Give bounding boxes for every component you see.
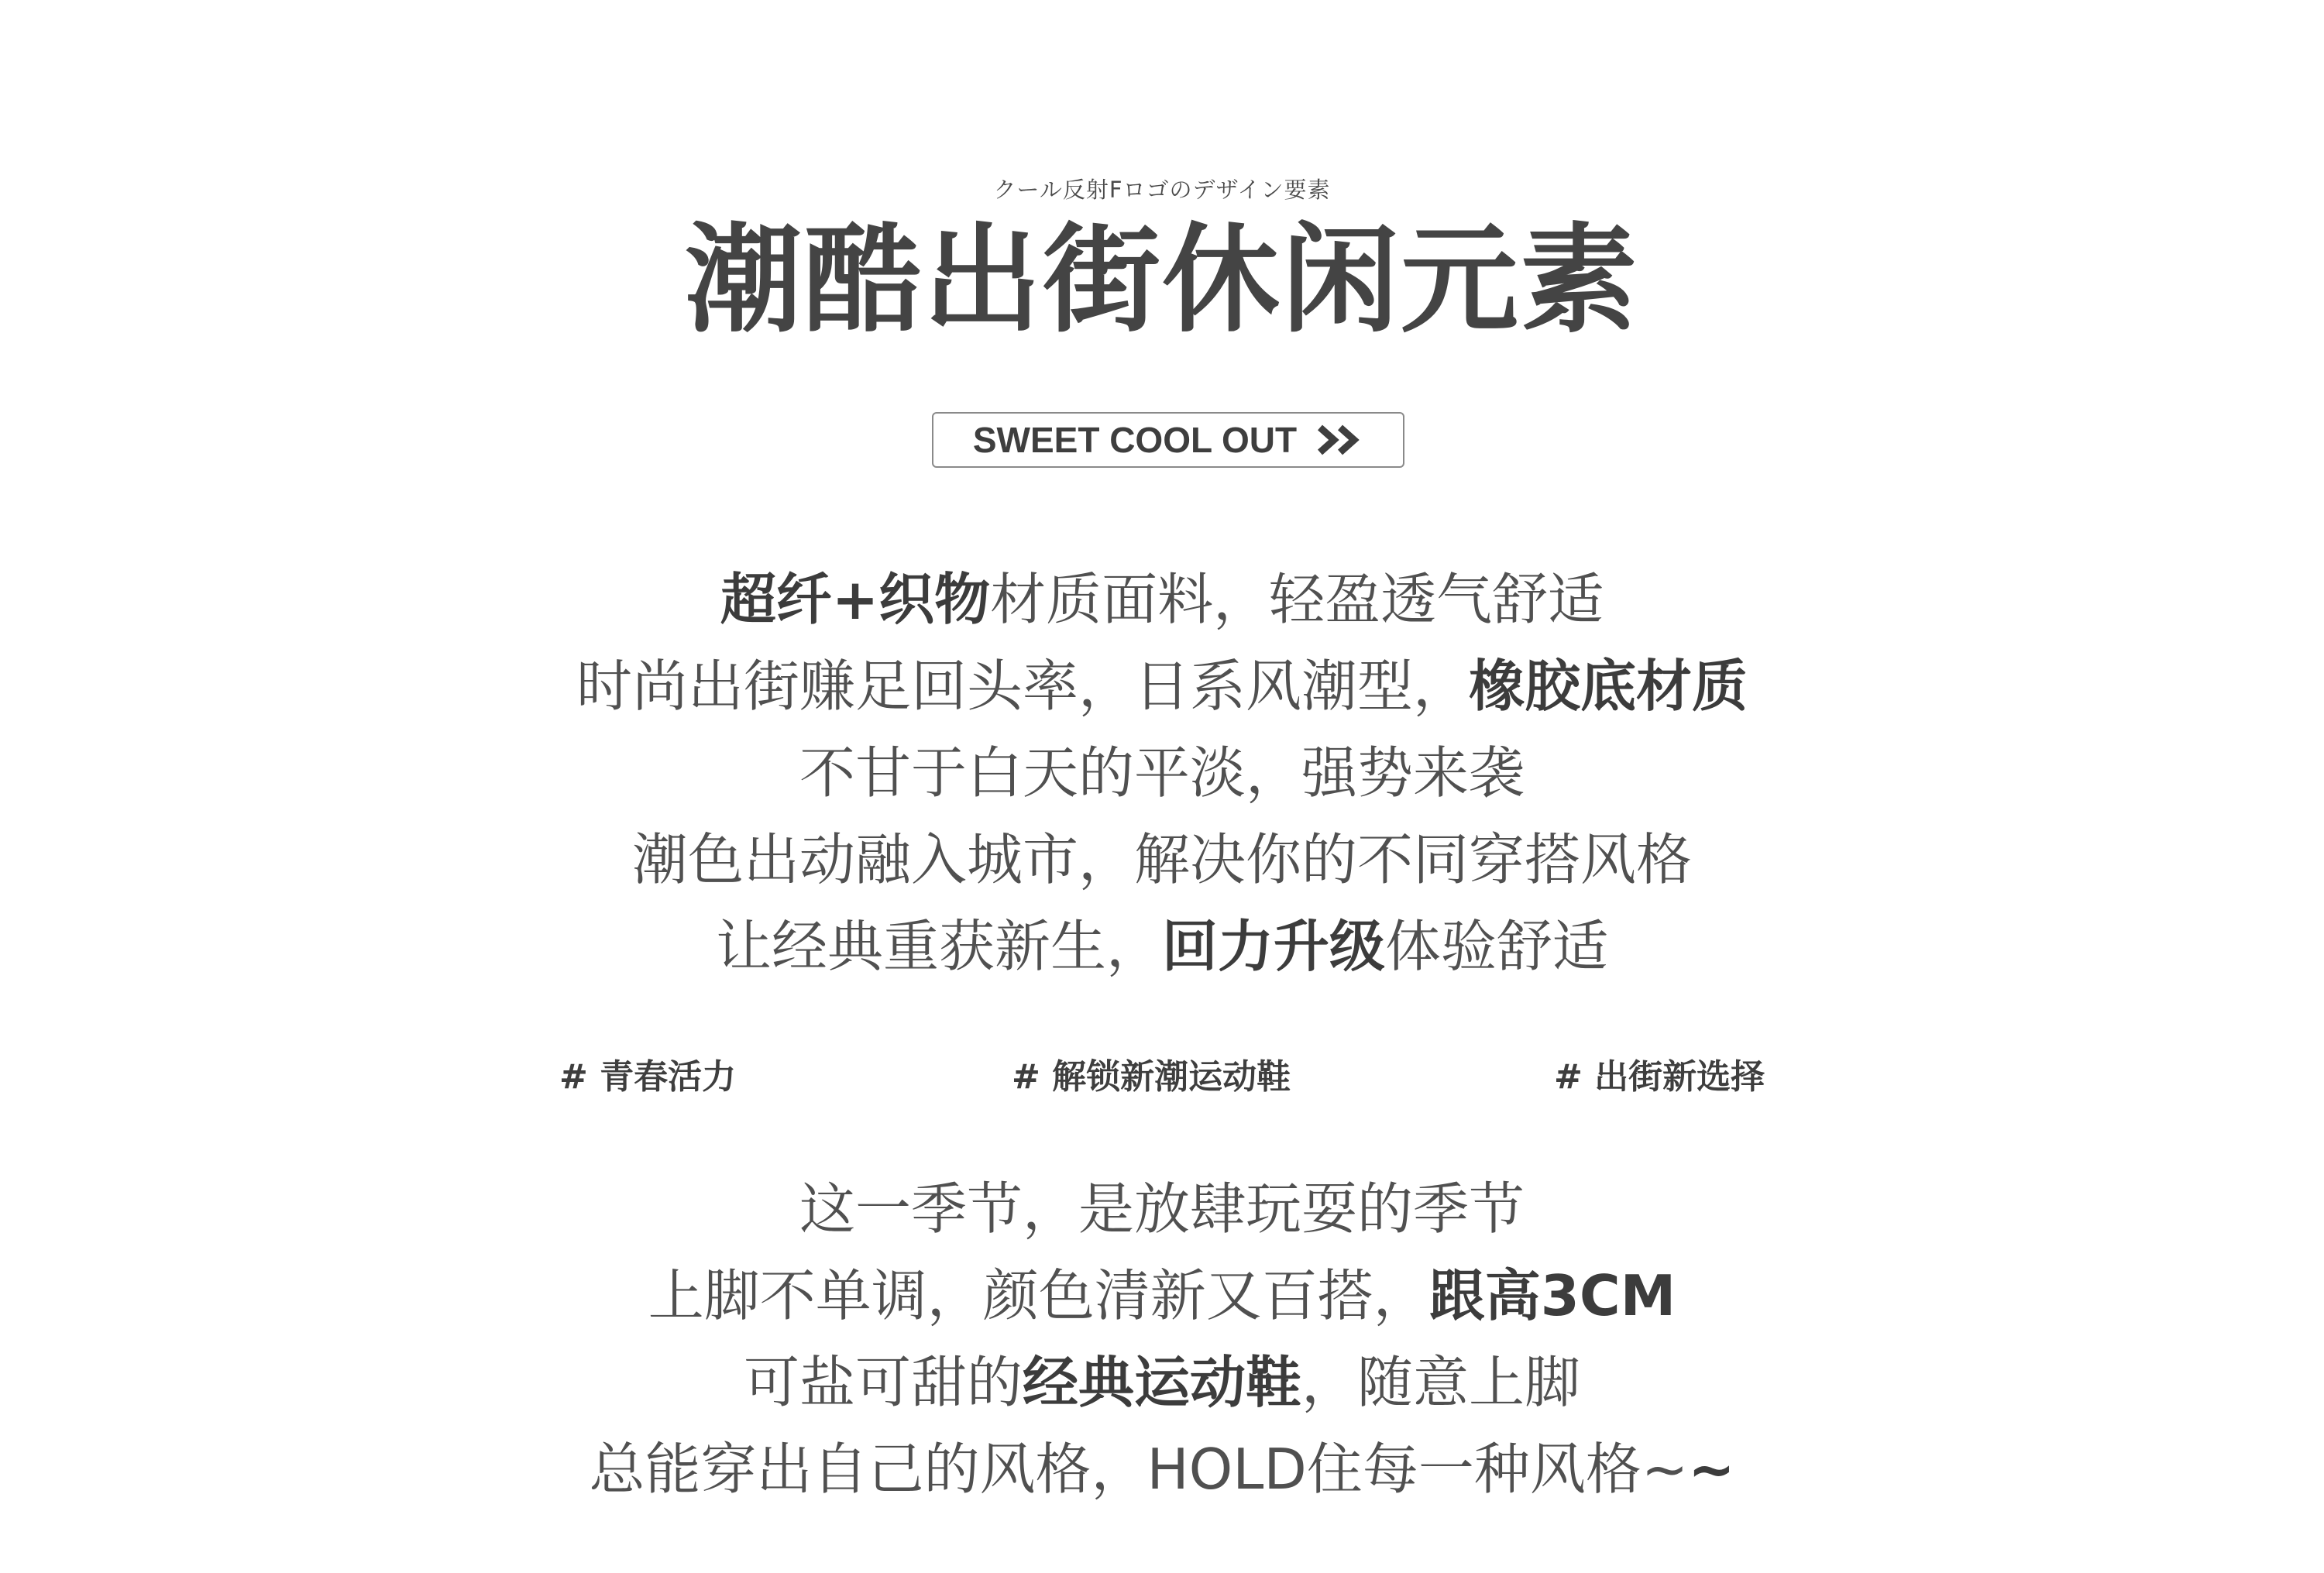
body-text: 可盐可甜的 (743, 1350, 1023, 1415)
highlight-text: 经典运动鞋 (1022, 1350, 1301, 1415)
description-paragraph-2 (0, 1166, 2324, 1513)
text-line (0, 730, 2324, 816)
hashtag-item: # 出街新选择 (1554, 1057, 1765, 1097)
body-text: 材质面料，轻盈透气舒适 (990, 567, 1604, 632)
body-text: 上脚不单调，颜色清新又百搭， (648, 1263, 1429, 1328)
text-line (0, 816, 2324, 903)
page-title: 潮酷出街休闲元素 (685, 211, 1639, 349)
description-paragraph-1 (0, 556, 2324, 990)
body-text: 潮色出动融入城市，解决你的不同穿搭风格 (631, 827, 1692, 892)
tag-label: SWEET COOL OUT (972, 420, 1298, 460)
body-text: 不甘于白天的平淡，强势来袭 (799, 740, 1525, 805)
hashtag-item: # 青春活力 (559, 1057, 737, 1097)
highlight-text: 橡胶底材质 (1469, 654, 1748, 719)
body-text: 总能穿出自己的风格，HOLD住每一种风格~ (589, 1437, 1689, 1502)
hashtag-item: # 解锁新潮运动鞋 (1012, 1057, 1291, 1097)
japanese-subtitle: クール反射Fロゴのデザイン要素 (993, 177, 1331, 203)
sweet-cool-out-tag (932, 412, 1404, 468)
body-text: 体验舒适 (1385, 914, 1609, 979)
highlight-text: 超纤+织物 (720, 567, 991, 632)
highlight-text: ~ (1688, 1437, 1735, 1502)
text-line (0, 903, 2324, 990)
text-line (0, 1252, 2324, 1339)
hashtag-row (0, 1050, 2324, 1104)
highlight-text: 3CM (1540, 1263, 1676, 1328)
highlight-text: 回力升级 (1161, 914, 1385, 979)
double-chevron-right-icon (1315, 424, 1363, 455)
text-line (0, 643, 2324, 730)
text-line (0, 556, 2324, 643)
text-line (0, 1426, 2324, 1513)
body-text: 这一季节，是放肆玩耍的季节 (799, 1176, 1525, 1242)
text-line (0, 1339, 2324, 1426)
text-line (0, 1166, 2324, 1252)
body-text: ，随意上脚 (1301, 1350, 1581, 1415)
body-text: 让经典重获新生， (715, 914, 1162, 979)
highlight-text: 跟高 (1428, 1263, 1541, 1328)
body-text: 时尚出街赚足回头率，日系风潮型， (576, 654, 1469, 719)
